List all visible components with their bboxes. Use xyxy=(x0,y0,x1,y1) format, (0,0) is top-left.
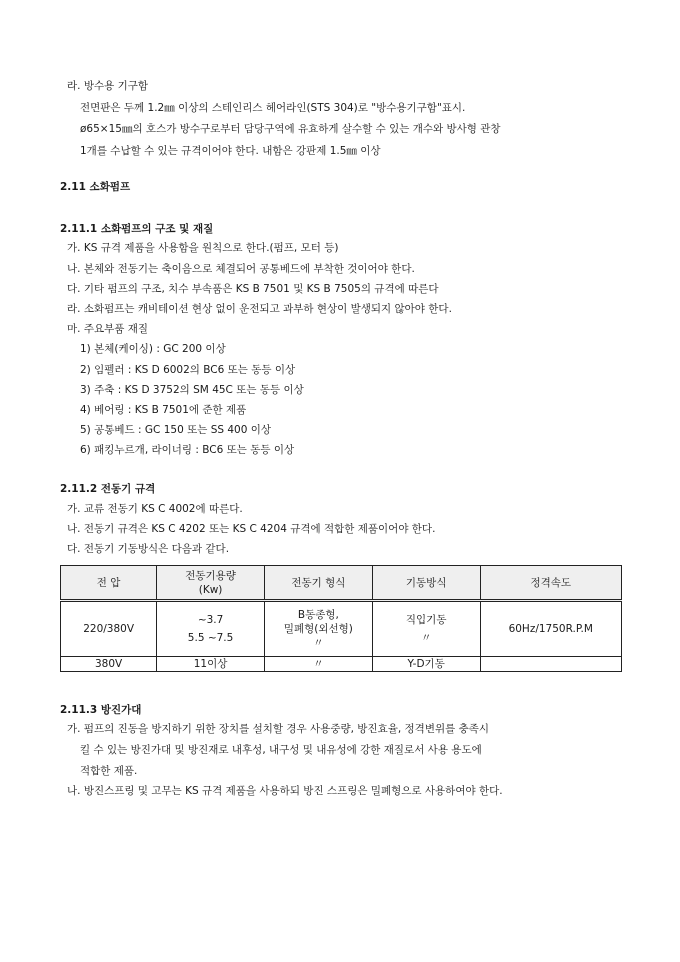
parts-item: 6) 패킹누르개, 라이너링 : BC6 또는 동등 이상 xyxy=(80,444,295,456)
cell-start-method: Y-D기동 xyxy=(372,657,480,672)
item-ra-line-3: 1개를 수납할 수 있는 규격이어야 한다. 내함은 강판제 1.5㎜ 이상 xyxy=(80,145,381,157)
header-motor-type: 전동기 형식 xyxy=(264,566,372,601)
parts-item: 3) 주축 : KS D 3752의 SM 45C 또는 동등 이상 xyxy=(80,384,304,396)
header-voltage: 전 압 xyxy=(61,566,157,601)
cell-capacity: 11이상 xyxy=(157,657,265,672)
list-item: 다. 전동기 기동방식은 다음과 같다. xyxy=(67,543,230,555)
list-item-continuation: 적합한 제품. xyxy=(80,765,138,777)
list-item-continuation: 킬 수 있는 방진가대 및 방진재로 내후성, 내구성 및 내유성에 강한 재질로서 사용 용도에 xyxy=(80,744,482,756)
item-ra-line-1: 전면판은 두께 1.2㎜ 이상의 스테인리스 헤어라인(STS 304)로 "방수용기구함"표시. xyxy=(80,102,466,114)
table-row xyxy=(61,601,622,657)
parts-item: 4) 베어링 : KS B 7501에 준한 제품 xyxy=(80,404,247,416)
list-item: 나. 본체와 전동기는 축이음으로 체결되어 공통베드에 부착한 것이어야 한다. xyxy=(67,263,415,275)
item-ra-line-2: ø65×15㎜의 호스가 방수구로부터 담당구역에 유효하게 살수할 수 있는 개수와 방사형 관창 xyxy=(80,123,501,135)
cell-capacity: ~3.7 5.5 ~7.5 xyxy=(157,601,265,657)
list-item: 마. 주요부품 재질 xyxy=(67,323,149,335)
parts-item: 2) 임펠러 : KS D 6002의 BC6 또는 동등 이상 xyxy=(80,364,296,376)
parts-item: 1) 본체(케이싱) : GC 200 이상 xyxy=(80,343,226,355)
header-start-method: 기동방식 xyxy=(372,566,480,601)
section-heading-2-11-2: 2.11.2 전동기 규격 xyxy=(60,483,156,495)
section-heading-2-11: 2.11 소화펌프 xyxy=(60,181,131,193)
cell-motor-type: 〃 xyxy=(264,657,372,672)
list-item: 가. 펌프의 진동을 방지하기 위한 장치를 설치할 경우 사용중량, 방진효율, 정격변위를 충족시 xyxy=(67,723,490,735)
section-heading-2-11-1: 2.11.1 소화펌프의 구조 및 재질 xyxy=(60,223,214,235)
cell-start-method: 직입기동 〃 xyxy=(372,601,480,657)
cell-voltage: 380V xyxy=(61,657,157,672)
header-capacity: 전동기용량 (Kw) xyxy=(157,566,265,601)
parts-item: 5) 공통베드 : GC 150 또는 SS 400 이상 xyxy=(80,424,272,436)
list-item: 라. 소화펌프는 캐비테이션 현상 없이 운전되고 과부하 현상이 발생되지 않아야 한다. xyxy=(67,303,452,315)
cell-rated-speed: 60Hz/1750R.P.M xyxy=(480,601,621,657)
list-item: 가. KS 규격 제품을 사용함을 원칙으로 한다.(펌프, 모터 등) xyxy=(67,242,339,254)
cell-rated-speed xyxy=(480,657,621,672)
cell-voltage: 220/380V xyxy=(61,601,157,657)
list-item: 가. 교류 전동기 KS C 4002에 따른다. xyxy=(67,503,243,515)
item-ra-title: 라. 방수용 기구함 xyxy=(67,80,149,92)
header-rated-speed: 정격속도 xyxy=(480,566,621,601)
list-item: 나. 전동기 규격은 KS C 4202 또는 KS C 4204 규격에 적합한 제품이어야 한다. xyxy=(67,523,436,535)
list-item: 다. 기타 펌프의 구조, 치수 부속품은 KS B 7501 및 KS B 7505의 규격에 따른다 xyxy=(67,283,439,295)
cell-motor-type: B동종형, 밀폐형(외선형) 〃 xyxy=(264,601,372,657)
table-row xyxy=(61,657,622,672)
motor-spec-table xyxy=(60,565,622,672)
section-heading-2-11-3: 2.11.3 방진가대 xyxy=(60,704,142,716)
list-item: 나. 방진스프링 및 고무는 KS 규격 제품을 사용하되 방진 스프링은 밀폐형으로 사용하여야 한다. xyxy=(67,785,503,797)
table-header-row xyxy=(61,566,622,601)
